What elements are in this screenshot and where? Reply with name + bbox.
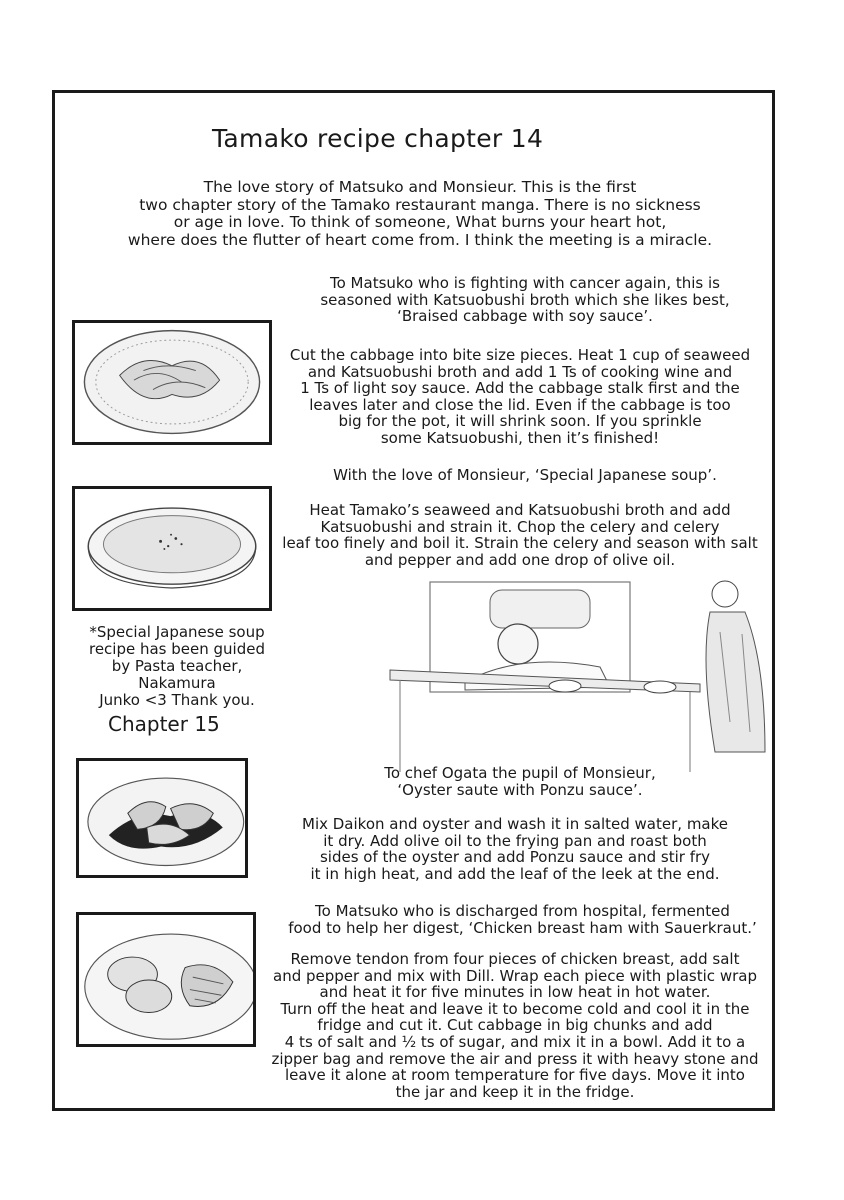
intro-text: The love story of Matsuko and Monsieur. This is the first two chapter story of the Tamako restaurant manga. There is no sickness or age in love. To think of someone, What burns your heart hot, where does the flutter of heart come from. I think the meeting is a miracle. [127,178,713,249]
recipe-2-steps: Heat Tamako’s seaweed and Katsuobushi broth and add Katsuobushi and strain it. Chop the celery and celery leaf too finely and boil it. Strain the celery and season with salt and pepper and add one drop of olive oil. [282,501,758,569]
page-title: Tamako recipe chapter 14 [212,124,544,153]
hospital-scene-illustration [370,572,770,782]
recipe-4-steps: Remove tendon from four pieces of chicken breast, add salt and pepper and mix with Dill. Wrap each piece with plastic wrap and heat it for five minutes in low heat in hot water. Turn off the heat and leave it to become cold and cool it in the fridge and cut it. Cut cabbage in big chunks and add 4 ts of salt and ½ ts of sugar, and mix it in a bowl. Add it to a zipper bag and remove the air and press it with heavy stone and leave it alone at room temperature for five days. Move it into the jar and keep it in the fridge. [271,950,759,1101]
recipe-2-dedication: With the love of Monsieur, ‘Special Japanese soup’. [333,466,717,484]
recipe-3-steps: Mix Daikon and oyster and wash it in salted water, make it dry. Add olive oil to the frying pan and roast both sides of the oyster and add Ponzu sauce and stir fry it in high heat, and add the leaf of the leek at the end. [302,815,728,883]
recipe-1-steps: Cut the cabbage into bite size pieces. Heat 1 cup of seaweed and Katsuobushi broth and add 1 Ts of cooking wine and 1 Ts of light soy sauce. Add the cabbage stalk first and the leaves later and close the lid. Even if the cabbage is too big for the pot, it will shrink soon. If you sprinkle some Katsuobushi, then it’s finished! [289,346,751,447]
soup-credit-note: *Special Japanese soup recipe has been guided by Pasta teacher, Nakamura Junko <3 Thank you. [88,623,265,709]
braised-cabbage-image [72,320,272,445]
recipe-4-dedication: To Matsuko who is discharged from hospital, fermented food to help her digest, ‘Chicken breast ham with Sauerkraut.’ [288,902,757,937]
recipe-1-dedication: To Matsuko who is fighting with cancer again, this is seasoned with Katsuobushi broth which she likes best, ‘Braised cabbage with soy sauce’. [320,274,730,326]
oyster-saute-image [76,758,248,878]
japanese-soup-image [72,486,272,611]
chicken-ham-sauerkraut-image [76,912,256,1047]
chapter-15-heading: Chapter 15 [108,712,220,736]
recipe-3-dedication: To chef Ogata the pupil of Monsieur, ‘Oyster saute with Ponzu sauce’. [384,764,656,799]
